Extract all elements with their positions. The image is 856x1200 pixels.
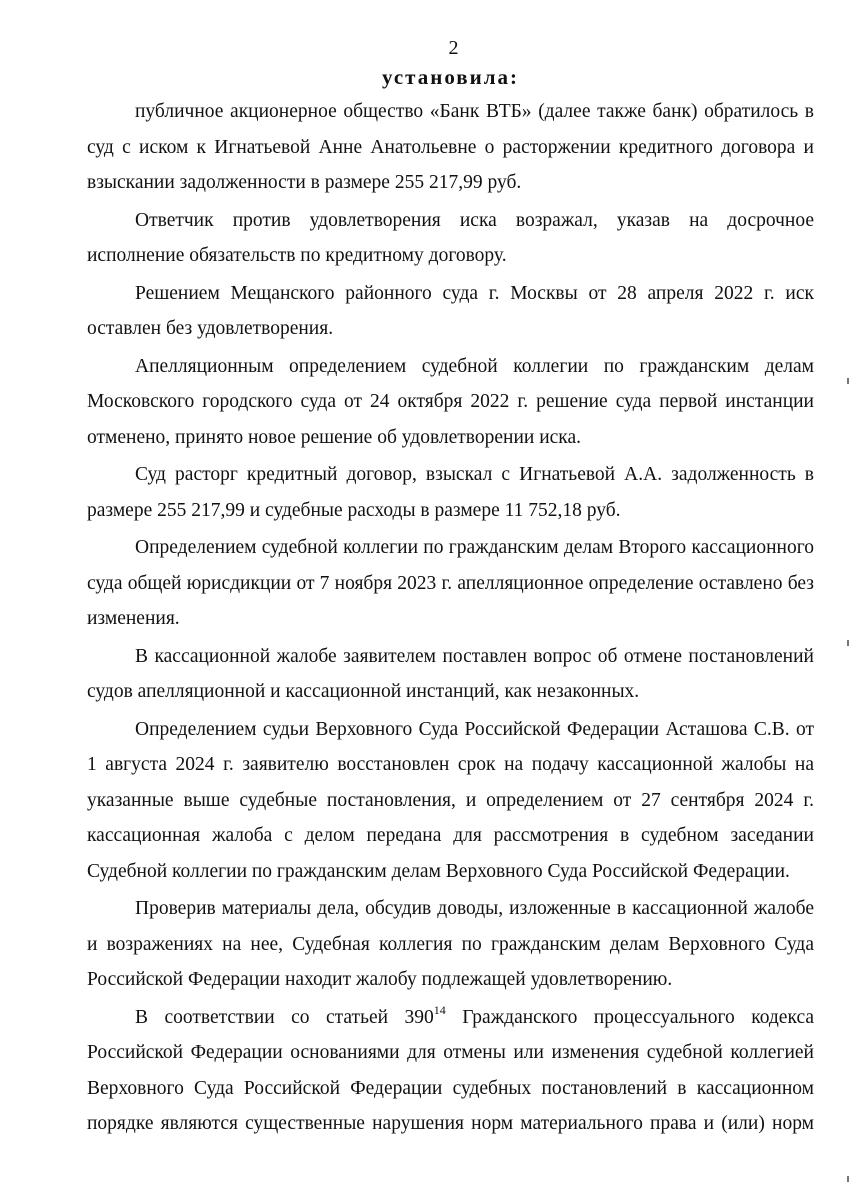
page-number: 2 bbox=[448, 37, 459, 59]
document-page bbox=[87, 36, 814, 1144]
paragraph-2: Ответчик против удовлетворения иска возражал, указав на досрочное исполнение обязательств по кредитному договору. bbox=[87, 209, 814, 266]
paragraph-10-rest: Гражданского процессуального кодекса Российской Федерации основаниями для отмены или изменения судебной коллегией Верховного Суда Российской Федерации судебных постановлений в кассационном порядке являются существенные нарушения норм материального права и (или) норм bbox=[87, 1006, 815, 1134]
paragraph-7: В кассационной жалобе заявителем поставлен вопрос об отмене постановлений судов апелляционной и кассационной инстанций, как незаконных. bbox=[87, 645, 814, 702]
paragraph-3: Решением Мещанского районного суда г. Москвы от 28 апреля 2022 г. иск оставлен без удовлетворения. bbox=[87, 282, 814, 339]
paragraph-8: Определением судьи Верховного Суда Российской Федерации Асташова С.В. от 1 августа 2024 г. заявителю восстановлен срок на подачу кассационной жалобы на указанные выше судебные постановления, и определением от 27 сентября 2024 г. кассационная жалоба с делом передана для рассмотрения в судебном заседании Судебной коллегии по гражданским делам Верховного Суда Российской Федерации. bbox=[87, 718, 814, 882]
paragraph-5: Суд расторг кредитный договор, взыскал с Игнатьевой А.А. задолженность в размере 255 217,99 и судебные расходы в размере 11 752,18 руб. bbox=[87, 464, 814, 521]
paragraph-1: публичное акционерное общество «Банк ВТБ» (далее также банк) обратилось в суд с иском к Игнатьевой Анне Анатольевне о расторжении кредитного договора и взыскании задолженности в размере 255 217,99 руб. bbox=[87, 101, 814, 193]
paragraph-10 bbox=[87, 1000, 814, 1142]
scan-margin-mark bbox=[847, 640, 849, 646]
scan-margin-mark bbox=[847, 378, 849, 384]
paragraph-10-start: В соответствии со статьей 390 bbox=[135, 1006, 434, 1028]
paragraph-6: Определением судебной коллегии по гражданским делам Второго кассационного суда общей юрисдикции от 7 ноября 2023 г. апелляционное определение оставлено без изменения. bbox=[87, 537, 814, 629]
scan-margin-mark bbox=[847, 1176, 849, 1182]
paragraph-9: Проверив материалы дела, обсудив доводы, изложенные в кассационной жалобе и возражениях на нее, Судебная коллегия по гражданским делам Верховного Суда Российской Федерации находит жалобу подлежащей удовлетворению. bbox=[87, 898, 814, 990]
section-heading: установила: bbox=[381, 65, 520, 89]
paragraph-4: Апелляционным определением судебной коллегии по гражданским делам Московского городского суда от 24 октября 2022 г. решение суда первой инстанции отменено, принято новое решение об удовлетворении иска. bbox=[87, 355, 814, 448]
article-superscript: 14 bbox=[433, 1002, 446, 1017]
